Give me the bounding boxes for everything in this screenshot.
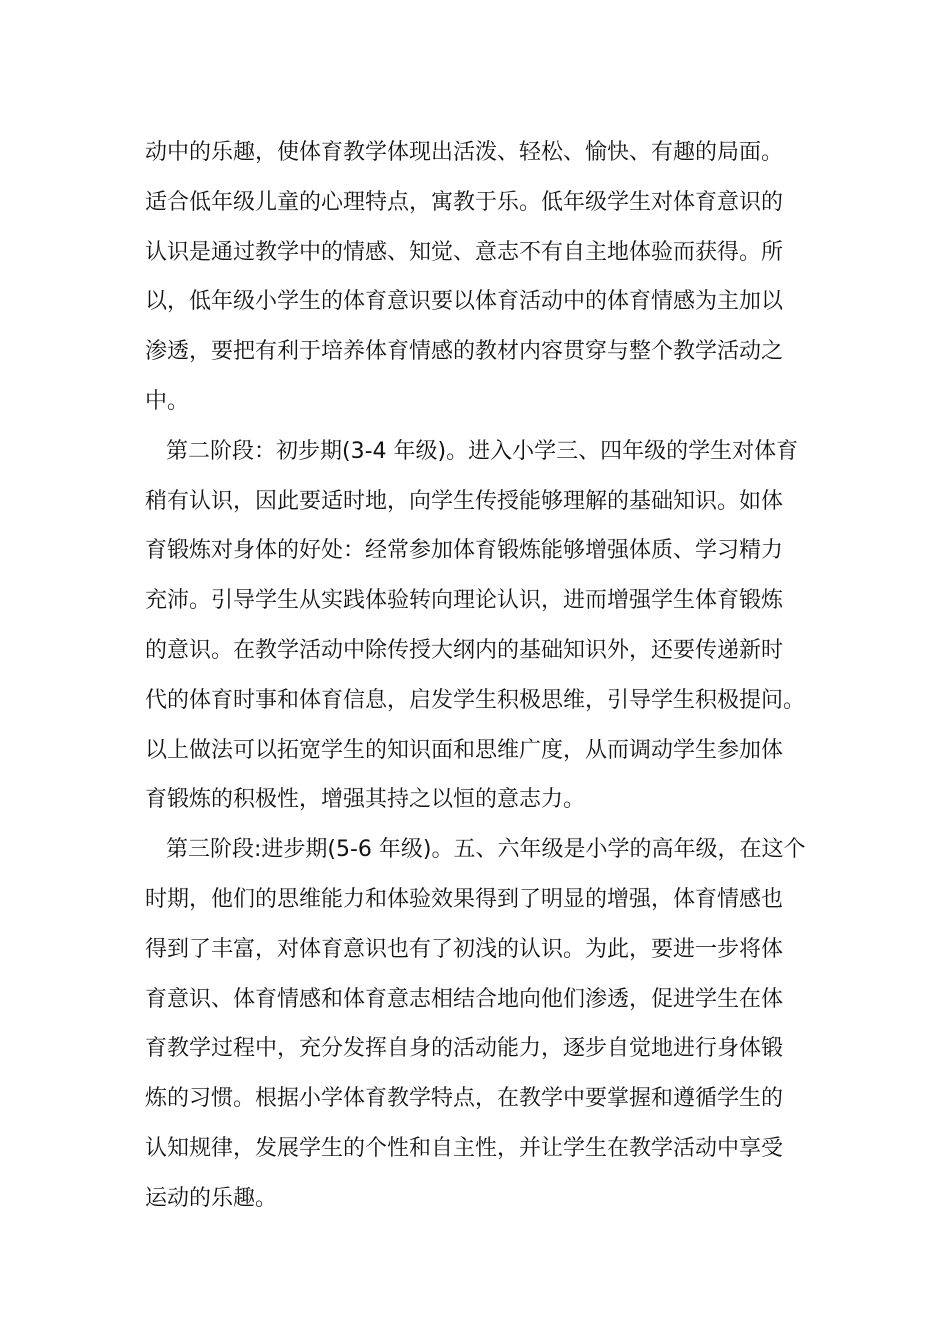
text-line: 得到了丰富，对体育意识也有了初浅的认识。为此，要进一步将体: [145, 936, 784, 962]
text-line: 代的体育时事和体育信息，启发学生积极思维，引导学生积极提问。: [145, 687, 806, 713]
text-line: 稍有认识，因此要适时地，向学生传授能够理解的基础知识。如体: [145, 488, 784, 514]
text-line: 炼的习惯。根据小学体育教学特点，在教学中要掌握和遵循学生的: [145, 1086, 784, 1112]
paragraph-start-line: 第三阶段:进步期(5-6 年级)。五、六年级是小学的高年级，在这个: [166, 837, 806, 863]
text-line: 时期，他们的思维能力和体验效果得到了明显的增强，体育情感也: [145, 886, 784, 912]
text-line: 渗透，要把有利于培养体育情感的教材内容贯穿与整个教学活动之: [145, 339, 784, 365]
paragraph-start-line: 第二阶段：初步期(3-4 年级)。进入小学三、四年级的学生对体育: [166, 438, 799, 464]
body-text: [145, 128, 825, 1224]
text-line: 以，低年级小学生的体育意识要以体育活动中的体育情感为主加以: [145, 289, 784, 315]
text-line: 中。: [145, 388, 190, 414]
text-line: 以上做法可以拓宽学生的知识面和思维广度，从而调动学生参加体: [145, 737, 784, 763]
text-line: 育意识、体育情感和体育意志相结合地向他们渗透，促进学生在体: [145, 986, 784, 1012]
text-line: 认识是通过教学中的情感、知觉、意志不有自主地体验而获得。所: [145, 239, 784, 265]
text-line: 运动的乐趣。: [145, 1185, 278, 1211]
text-line: 认知规律，发展学生的个性和自主性，并让学生在教学活动中享受: [145, 1135, 784, 1161]
text-line: 育教学过程中，充分发挥自身的活动能力，逐步自觉地进行身体锻: [145, 1036, 784, 1062]
text-line: 充沛。引导学生从实践体验转向理论认识，进而增强学生体育锻炼: [145, 588, 784, 614]
text-line: 动中的乐趣，使体育教学体现出活泼、轻松、愉快、有趣的局面。: [145, 140, 784, 165]
text-line: 育锻炼的积极性，增强其持之以恒的意志力。: [145, 787, 586, 813]
text-line: 适合低年级儿童的心理特点，寓教于乐。低年级学生对体育意识的: [145, 189, 784, 215]
text-line: 的意识。在教学活动中除传授大纲内的基础知识外，还要传递新时: [145, 637, 784, 663]
text-line: 育锻炼对身体的好处：经常参加体育锻炼能够增强体质、学习精力: [145, 538, 784, 564]
